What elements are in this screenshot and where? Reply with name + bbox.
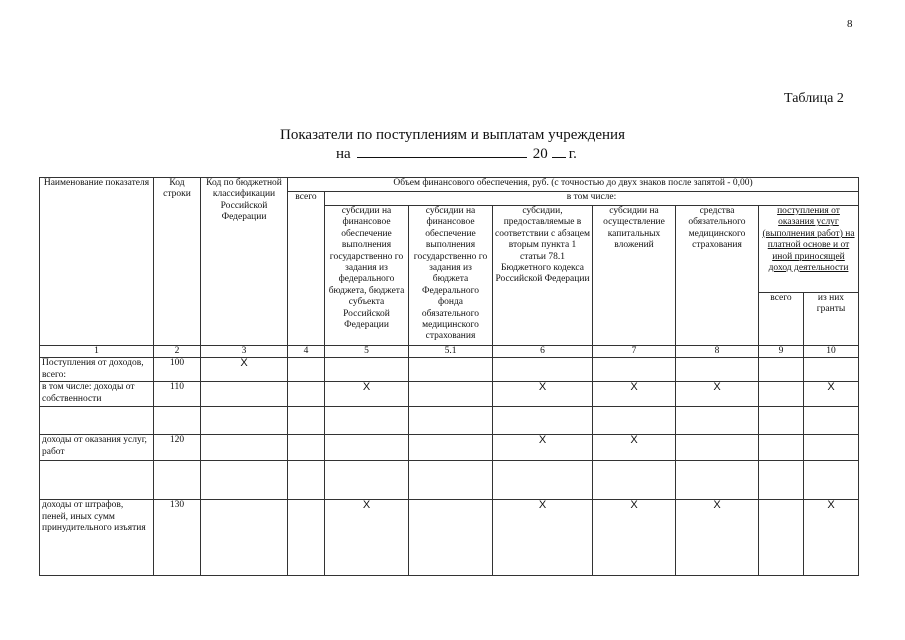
row-code	[154, 461, 201, 500]
cell	[593, 358, 676, 382]
cell: X	[593, 500, 676, 576]
cell: X	[325, 500, 409, 576]
cell	[288, 435, 325, 461]
cell	[325, 358, 409, 382]
column-number: 3	[201, 346, 288, 358]
cell	[804, 407, 859, 435]
cell	[325, 407, 409, 435]
header-col-5-1: субсидии на финансовое обеспечение выполнения государственно го задания из бюджета Федерального фонда обязательного медицинского страхования	[409, 206, 493, 346]
year-prefix: 20	[532, 146, 548, 162]
cell	[493, 461, 593, 500]
column-number: 5.1	[409, 346, 493, 358]
date-line	[336, 145, 577, 163]
row-name: Поступления от доходов, всего:	[40, 358, 154, 382]
cell	[409, 407, 493, 435]
date-blank	[357, 145, 527, 158]
cell: X	[493, 500, 593, 576]
receipts-payments-table	[39, 177, 859, 576]
cell	[676, 407, 759, 435]
cell	[288, 500, 325, 576]
page-number: 8	[847, 18, 853, 30]
row-name: доходы от штрафов, пеней, иных сумм принудительного изъятия	[40, 500, 154, 576]
cell: X	[593, 435, 676, 461]
row-code	[154, 407, 201, 435]
cell: X	[493, 435, 593, 461]
cell: X	[804, 382, 859, 407]
column-number: 7	[593, 346, 676, 358]
cell: X	[676, 500, 759, 576]
table-row	[40, 461, 859, 500]
header-col-9-10: поступления от оказания услуг (выполнения работ) на платной основе и от иной приносящей доход деятельности	[759, 206, 859, 293]
column-number: 2	[154, 346, 201, 358]
cell	[201, 435, 288, 461]
header-total: всего	[288, 192, 325, 346]
cell	[409, 382, 493, 407]
cell	[409, 435, 493, 461]
cell	[409, 461, 493, 500]
table-label: Таблица 2	[784, 91, 844, 106]
date-prefix: на	[336, 146, 351, 162]
cell	[759, 500, 804, 576]
row-name	[40, 407, 154, 435]
cell	[288, 382, 325, 407]
column-number: 4	[288, 346, 325, 358]
cell	[201, 382, 288, 407]
cell	[676, 435, 759, 461]
cell: X	[201, 358, 288, 382]
cell	[804, 461, 859, 500]
column-numbers-row	[40, 346, 859, 358]
cell	[493, 358, 593, 382]
header-volume: Объем финансового обеспечения, руб. (с точностью до двух знаков после запятой - 0,00)	[288, 178, 859, 192]
column-number: 9	[759, 346, 804, 358]
cell	[759, 358, 804, 382]
year-blank	[552, 145, 566, 158]
cell: X	[593, 382, 676, 407]
row-code: 130	[154, 500, 201, 576]
row-name: в том числе: доходы от собственности	[40, 382, 154, 407]
cell	[676, 461, 759, 500]
header-row-code: Код строки	[154, 178, 201, 346]
header-col-8: средства обязательного медицинского страхования	[676, 206, 759, 346]
column-number: 5	[325, 346, 409, 358]
cell: X	[804, 500, 859, 576]
header-col-9: всего	[759, 293, 804, 346]
cell	[759, 407, 804, 435]
header-budget-code: Код по бюджетной классификации Российской Федерации	[201, 178, 288, 346]
cell	[325, 461, 409, 500]
row-code: 110	[154, 382, 201, 407]
cell: X	[676, 382, 759, 407]
cell	[759, 435, 804, 461]
column-number: 8	[676, 346, 759, 358]
row-code: 120	[154, 435, 201, 461]
column-number: 6	[493, 346, 593, 358]
cell	[804, 358, 859, 382]
cell: X	[325, 382, 409, 407]
header-col-7: субсидии на осуществление капитальных вложений	[593, 206, 676, 346]
cell	[759, 461, 804, 500]
column-number: 10	[804, 346, 859, 358]
cell	[676, 358, 759, 382]
cell	[325, 435, 409, 461]
cell	[593, 407, 676, 435]
cell	[759, 382, 804, 407]
cell	[288, 358, 325, 382]
table-row	[40, 500, 859, 576]
cell	[593, 461, 676, 500]
header-row-1	[40, 178, 859, 192]
cell	[804, 435, 859, 461]
cell	[493, 407, 593, 435]
page-title: Показатели по поступлениям и выплатам учреждения	[280, 127, 625, 143]
cell	[201, 500, 288, 576]
header-col-5: субсидии на финансовое обеспечение выполнения государственно го задания из федерального бюджета, бюджета субъекта Российской Федерации	[325, 206, 409, 346]
column-number: 1	[40, 346, 154, 358]
row-code: 100	[154, 358, 201, 382]
cell: X	[493, 382, 593, 407]
header-col-6: субсидии, предоставляемые в соответствии с абзацем вторым пункта 1 статьи 78.1 Бюджетного кодекса Российской Федерации	[493, 206, 593, 346]
cell	[288, 407, 325, 435]
table-row	[40, 435, 859, 461]
cell	[201, 461, 288, 500]
table-row	[40, 358, 859, 382]
cell	[409, 358, 493, 382]
header-name: Наименование показателя	[40, 178, 154, 346]
header-col-10: из них гранты	[804, 293, 859, 346]
cell	[288, 461, 325, 500]
year-suffix: г.	[568, 146, 577, 162]
cell	[409, 500, 493, 576]
row-name: доходы от оказания услуг, работ	[40, 435, 154, 461]
header-including: в том числе:	[325, 192, 859, 206]
cell	[201, 407, 288, 435]
table-row	[40, 407, 859, 435]
table-row	[40, 382, 859, 407]
row-name	[40, 461, 154, 500]
